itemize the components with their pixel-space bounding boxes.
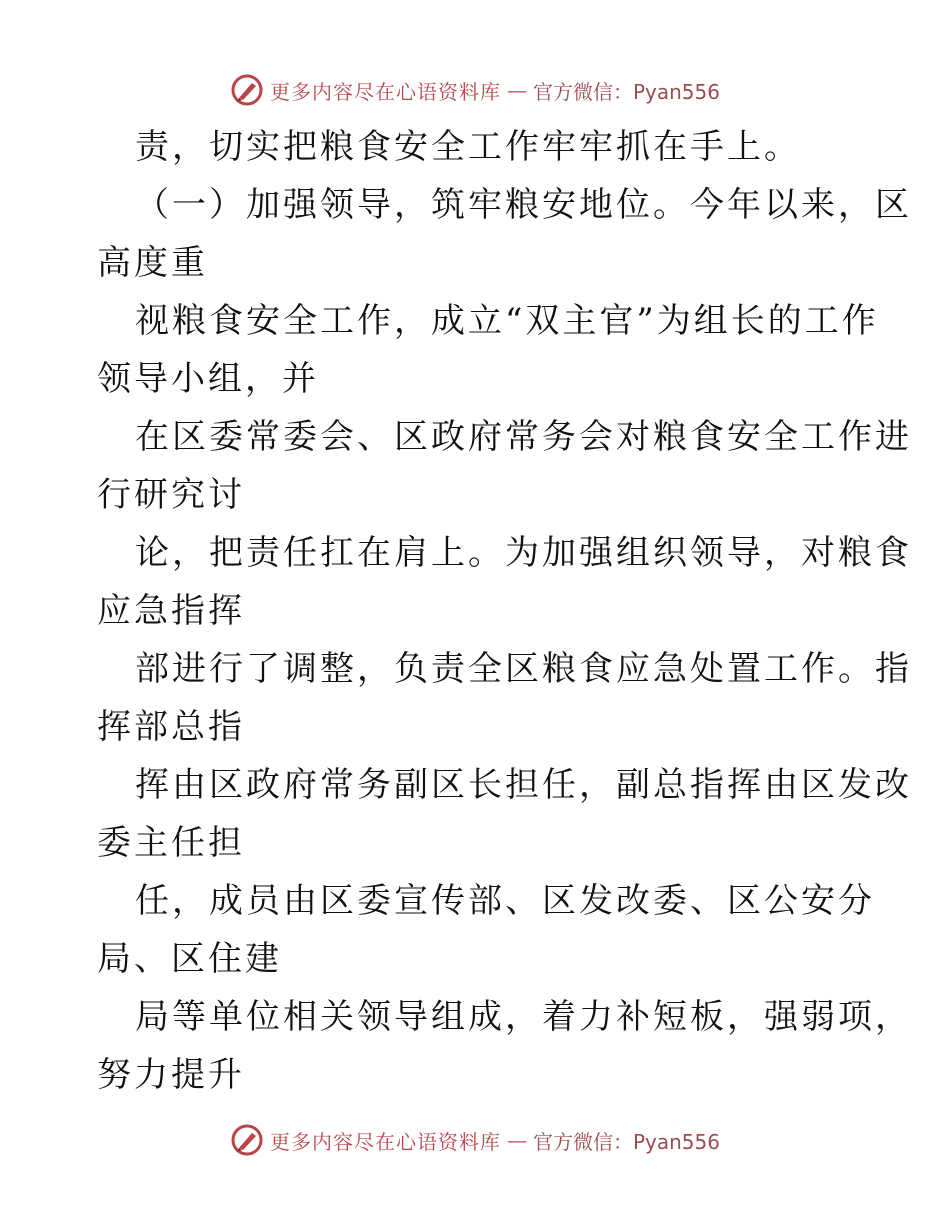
banner-wechat: 官方微信：Pyan556: [532, 79, 720, 104]
banner-dash: —: [506, 78, 527, 102]
header-watermark-banner: [0, 70, 950, 110]
text-line: 部进行了调整，负责全区粮食应急处置工作。指: [135, 649, 912, 689]
text-line: 行研究讨: [97, 475, 245, 515]
text-line: 应急指挥: [97, 591, 245, 631]
text-line: 挥由区政府常务副区长担任，副总指挥由区发改: [135, 765, 912, 805]
pen-logo-icon: [230, 73, 264, 107]
pen-logo-icon: [230, 1123, 264, 1157]
text-line: 责，切实把粮食安全工作牢牢抓在手上。: [135, 127, 801, 167]
text-line: 高度重: [97, 243, 208, 283]
banner-site-name: 更多内容尽在心语资料库: [269, 79, 501, 104]
banner-site-name: 更多内容尽在心语资料库: [269, 1129, 501, 1154]
text-line: 论，把责任扛在肩上。为加强组织领导，对粮食: [135, 533, 912, 573]
document-body: [97, 118, 912, 1104]
banner-dash: —: [506, 1128, 527, 1152]
text-line: 挥部总指: [97, 707, 245, 747]
banner-wechat: 官方微信：Pyan556: [532, 1129, 720, 1154]
text-line: 视粮食安全工作，成立“双主官”为组长的工作: [135, 301, 879, 341]
text-line: 局、区住建: [97, 939, 282, 979]
text-line: 领导小组，并: [97, 359, 319, 399]
text-line: 在区委常委会、区政府常务会对粮食安全工作进: [135, 417, 912, 457]
text-line: 委主任担: [97, 823, 245, 863]
text-line: （一）加强领导，筑牢粮安地位。今年以来，区: [135, 185, 912, 225]
text-line: 局等单位相关领导组成，着力补短板，强弱项，: [135, 997, 912, 1037]
footer-watermark-banner: [0, 1120, 950, 1160]
text-line: 任，成员由区委宣传部、区发改委、区公安分: [135, 881, 875, 921]
text-line: 努力提升: [97, 1055, 245, 1095]
